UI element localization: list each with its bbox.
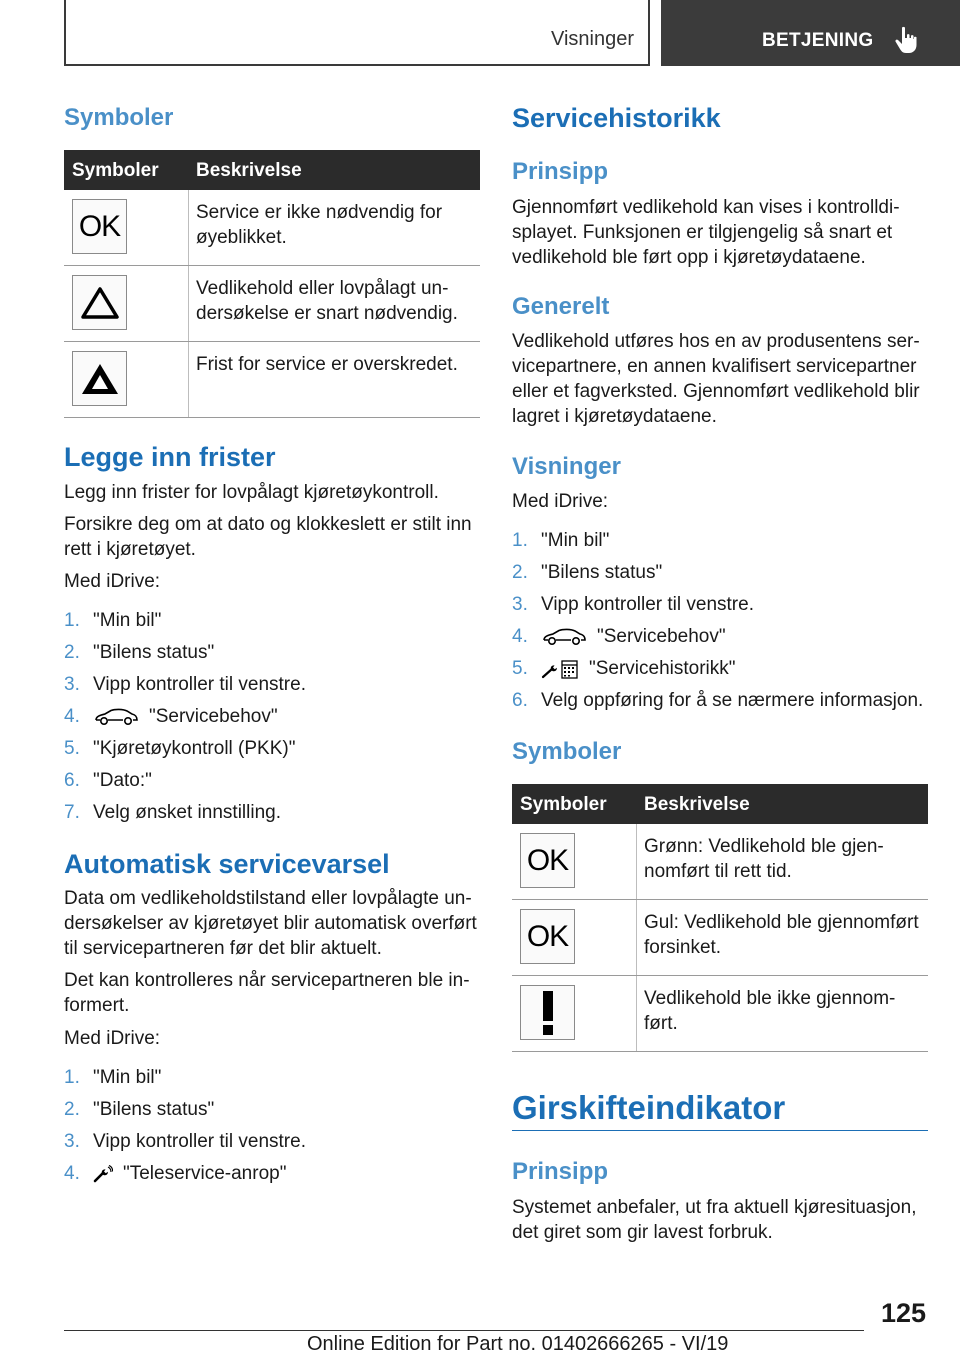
table-row (512, 824, 928, 900)
page-number: 125 (880, 1298, 926, 1328)
service-history-icon (541, 659, 579, 679)
views-steps (512, 528, 932, 720)
list-item: 1. "Min bil" (64, 1067, 162, 1088)
list-item: 4. "Servicebehov" (512, 626, 726, 647)
list-item: 5. "Servicehistorikk" (512, 658, 736, 679)
table-row (64, 342, 480, 418)
table-header-description: Beskrivelse (644, 794, 750, 815)
list-item: 5. "Kjøretøykontroll (PKK)" (64, 738, 296, 759)
principle-paragraph: Gjennomført vedlikehold kan vises i kontrolldi-splayet. Funksjonen er tilgjengelig så snart et vedlikehold ble ført opp i kjøretøydataene. (512, 197, 900, 268)
table-row (512, 900, 928, 976)
list-item: 3. Vipp kontroller til venstre. (64, 674, 306, 695)
deadlines-paragraph-3: Med iDrive: (64, 571, 161, 592)
header-chapter-tab (661, 0, 960, 66)
ok-icon: OK (520, 909, 575, 964)
list-item: 7. Velg ønsket innstilling. (64, 802, 281, 823)
symbols-table-left (64, 150, 480, 418)
warning-triangle-filled-icon (72, 351, 127, 406)
list-item: 2. "Bilens status" (512, 562, 663, 583)
deadlines-heading: Legge inn frister (64, 442, 276, 472)
gear-principle-heading: Prinsipp (512, 1158, 609, 1185)
table-header (64, 150, 480, 190)
table-header-symbols: Symboler (520, 794, 607, 815)
list-item: 2. "Bilens status" (64, 642, 215, 663)
list-item: 6. "Dato:" (64, 770, 152, 791)
table-row (64, 190, 480, 266)
auto-service-heading: Automatisk servicevarsel (64, 849, 390, 879)
list-item: 3. Vipp kontroller til venstre. (512, 594, 754, 615)
ok-icon: OK (72, 199, 127, 254)
general-paragraph: Vedlikehold utføres hos en av produsentens ser-vicepartnere, en annen kvalifisert servicepartner eller et fagverksted. Gjennomført vedlikehold blir lagret i kjøretøydataene. (512, 331, 920, 427)
general-heading: Generelt (512, 293, 610, 320)
deadlines-paragraph-2: Forsikre deg om at dato og klokkeslett er stilt inn rett i kjøretøyet. (64, 514, 472, 560)
symbols-heading-right: Symboler (512, 738, 622, 765)
list-item: 2. "Bilens status" (64, 1099, 215, 1120)
table-cell-description: Vedlikehold ble ikke gjennom-ført. (644, 988, 896, 1034)
header-section-tab (64, 0, 650, 66)
header-chapter-label: BETJENING (762, 30, 874, 51)
header-section-label: Visninger (550, 28, 634, 50)
deadlines-steps (64, 608, 480, 832)
table-header-symbols: Symboler (72, 160, 159, 181)
gear-principle-paragraph: Systemet anbefaler, ut fra aktuell kjøresituasjon, det giret som gir lavest forbruk. (512, 1197, 917, 1243)
table-row (512, 976, 928, 1052)
table-cell-description: Gul: Vedlikehold ble gjennomført forsinket. (644, 912, 919, 958)
list-item: 3. Vipp kontroller til venstre. (64, 1131, 306, 1152)
gear-indicator-heading: Girskifteindikator (512, 1089, 786, 1126)
footer-edition: Online Edition for Part no. 01402666265 - VI/19 (307, 1333, 729, 1355)
ok-icon: OK (520, 833, 575, 888)
auto-paragraph-3: Med iDrive: (64, 1028, 161, 1049)
table-cell-description: Grønn: Vedlikehold ble gjen-nomført til rett tid. (644, 836, 884, 882)
list-item: 4. "Servicebehov" (64, 706, 278, 727)
table-header (512, 784, 928, 824)
table-header-description: Beskrivelse (196, 160, 302, 181)
service-history-heading: Servicehistorikk (512, 103, 721, 133)
auto-paragraph-1: Data om vedlikeholdstilstand eller lovpålagte un-dersøkelser av kjøretøyet blir automatisk overført til servicepartneren før det blir aktuelt. (64, 888, 477, 959)
list-item: 6. Velg oppføring for å se nærmere informasjon. (512, 690, 924, 711)
warning-triangle-outline-icon (72, 275, 127, 330)
list-item: 4. "Teleservice-anrop" (64, 1163, 287, 1184)
car-icon (541, 628, 587, 646)
list-item: 1. "Min bil" (512, 530, 610, 551)
deadlines-paragraph-1: Legg inn frister for lovpålagt kjøretøykontroll. (64, 482, 439, 503)
hand-pointer-icon (893, 26, 919, 54)
auto-paragraph-2: Det kan kontrolleres når servicepartneren ble in-formert. (64, 970, 470, 1016)
symbols-table-right (512, 784, 928, 1052)
table-cell-description: Vedlikehold eller lovpålagt un-dersøkelse er snart nødvendig. (196, 278, 458, 324)
car-icon (93, 708, 139, 726)
views-heading: Visninger (512, 453, 621, 480)
principle-heading: Prinsipp (512, 158, 609, 185)
views-intro: Med iDrive: (512, 491, 609, 512)
footer-divider (64, 1330, 864, 1331)
exclamation-icon (520, 985, 575, 1040)
symbols-heading-left: Symboler (64, 104, 174, 131)
table-row (64, 266, 480, 342)
table-cell-description: Service er ikke nødvendig for øyeblikket. (196, 202, 443, 248)
table-cell-description: Frist for service er overskredet. (196, 354, 458, 375)
list-item: 1. "Min bil" (64, 610, 162, 631)
heading-divider (512, 1130, 928, 1131)
wrench-signal-icon (93, 1165, 113, 1183)
auto-steps (64, 1065, 480, 1193)
